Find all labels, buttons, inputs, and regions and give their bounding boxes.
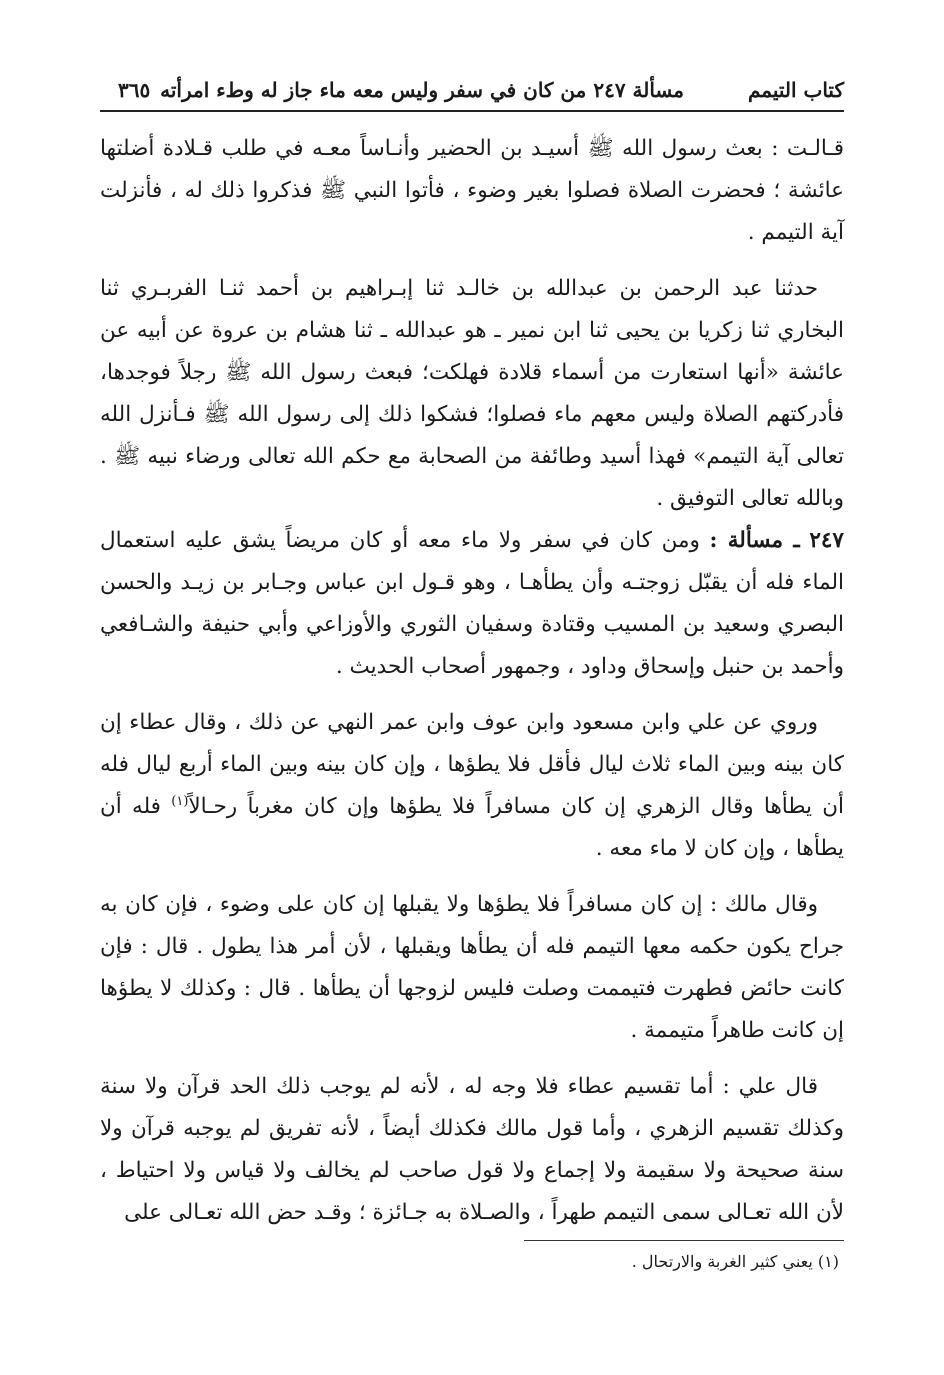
page-body <box>100 128 844 1234</box>
header-rule <box>100 110 844 112</box>
running-header <box>100 70 844 110</box>
paragraph-text: وروي عن علي وابن مسعود وابن عوف وابن عمر النهي عن ذلك ، وقال عطاء إن كان بينه وبين الماء ثلاث ليال فأقل فلا يطؤها ، وإن كان بينه وبين الماء أربع ليال فله أن يطأها وقال الزهري إن كان مسافراً فلا يطؤها وإن كان مغرباً رحـالاً <box>100 710 845 819</box>
paragraph: حدثنا عبد الرحمن بن عبدالله بن خالـد ثنا إبـراهيم بن أحمد ثنـا الفربـري ثنا البخاري ثنا زكريا بن يحيى ثنا ابن نمير ـ هو عبدالله ـ ثنا هشام بن عروة عن أبيه عن عائشة «أنها استعارت من أسماء قلادة فهلكت؛ فبعث رسول الله ﷺ رجلاً فوجدها، فأدركتهم الصلاة وليس معهم ماء فصلوا؛ فشكوا ذلك إلى رسول الله ﷺ فـأنزل الله تعالى آية التيمم» فهذا أسيد وطائفة من الصحابة مع حكم الله تعالى ورضاء نبيه ﷺ . وبالله تعالى التوفيق . <box>100 276 844 511</box>
footnote-marker: (١) <box>171 793 189 809</box>
issue-label: ـ مسألة : <box>709 528 800 553</box>
issue-title: مسألة ٢٤٧ من كان في سفر وليس معه ماء جاز له وطء امرأته <box>160 78 684 102</box>
footnote-rule <box>524 1240 844 1241</box>
issue-number: ٢٤٧ <box>809 528 844 553</box>
paragraph-text: فله أن يطأها ، وإن كان لا ماء معه . <box>100 794 844 861</box>
book-title: كتاب التيمم <box>747 78 844 102</box>
paragraph <box>100 702 844 870</box>
paragraph: وقال مالك : إن كان مسافراً فلا يطؤها ولا يقبلها إن كان على وضوء ، فإن كان به جراح يكون حكمه معها التيمم فله أن يطأها ويقبلها ، لأن أمر هذا يطول . قال : فإن كانت حائض فطهرت فتيممت وصلت فليس لزوجها أن يطأها . قال : وكذلك لا يطؤها إن كانت طاهراً متيممة . <box>100 892 844 1043</box>
footnote: (١) يعني كثير الغربة والارتحال . <box>631 1252 839 1271</box>
book-page <box>100 70 844 1248</box>
page-number: ٣٦٥ <box>118 78 151 102</box>
issue-text: ومن كان في سفر ولا ماء معه أو كان مريضاً يشق عليه استعمال الماء فله أن يقبّل زوجتـه وأن يطأهـا ، وهو قـول ابن عباس وجـابر بن زيـد والحسن البصري وسعيد بن المسيب وقتادة وسفيان الثوري والأوزاعي وأبي حنيفة والشـافعي وأحمد بن حنبل وإسحاق وداود ، وجمهور أصحاب الحديث . <box>100 528 844 679</box>
paragraph: قال علي : أما تقسيم عطاء فلا وجه له ، لأنه لم يوجب ذلك الحد قرآن ولا سنة وكذلك تقسيم الزهري ، وأما قول مالك فكذلك أيضاً ، لأنه تفريق لم يوجبه قرآن ولا سنة صحيحة ولا سقيمة ولا إجماع ولا قول صاحب لم يخالف ولا قياس ولا احتياط ، لأن الله تعـالى سمى التيمم طهراً ، والصـلاة به جـائزة ؛ وقـد حض الله تعـالى على <box>100 1074 844 1225</box>
issue-paragraph <box>100 520 844 688</box>
paragraph: قـالـت : بعث رسول الله ﷺ أسيـد بن الحضير وأنـاساً معـه في طلب قـلادة أضلتها عائشة ؛ فحضرت الصلاة فصلوا بغير وضوء ، فأتوا النبي ﷺ فذكروا ذلك له ، فأنزلت آية التيمم . <box>100 136 844 245</box>
